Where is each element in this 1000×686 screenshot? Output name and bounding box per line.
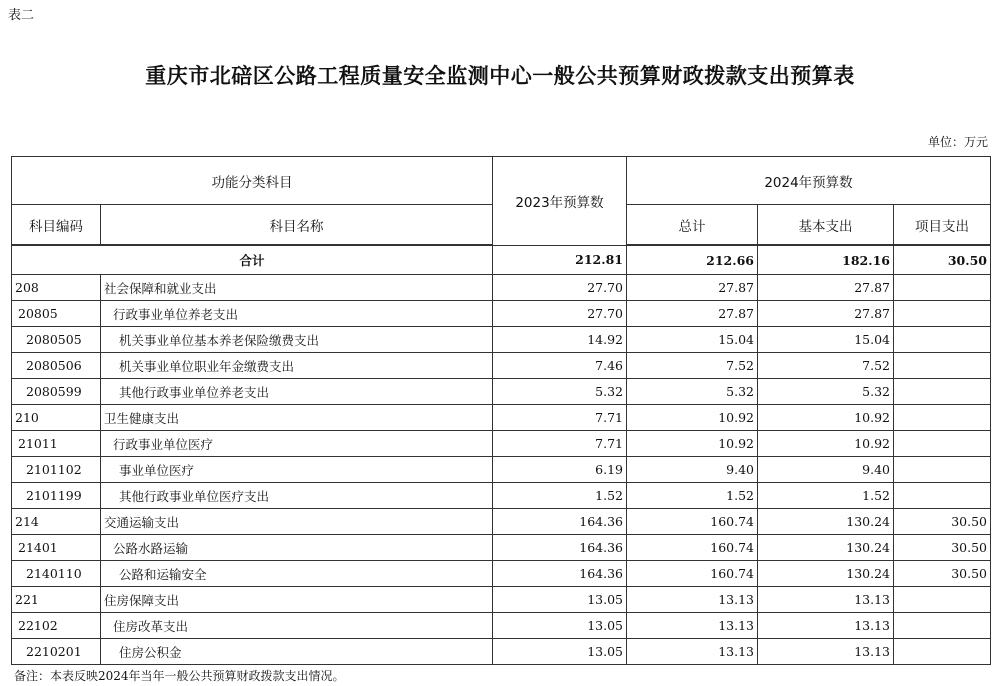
cell-basic: 15.04	[758, 327, 894, 353]
summary-label: 合计	[12, 245, 493, 275]
cell-total: 1.52	[627, 483, 758, 509]
cell-project	[894, 353, 991, 379]
cell-project	[894, 405, 991, 431]
table-row	[12, 405, 991, 431]
cell-name: 行政事业单位医疗	[101, 431, 493, 457]
cell-total: 9.40	[627, 457, 758, 483]
table-row	[12, 275, 991, 301]
budget-table	[11, 156, 991, 665]
table-row	[12, 327, 991, 353]
cell-2023: 7.71	[493, 431, 627, 457]
unit-label: 单位：万元	[927, 135, 988, 149]
name-header: 科目名称	[101, 205, 493, 246]
cell-2023: 13.05	[493, 587, 627, 613]
cell-code: 22102	[12, 613, 101, 639]
footnote: 备注：本表反映2024年当年一般公共预算财政拨款支出情况。	[14, 669, 345, 683]
table-row	[12, 535, 991, 561]
cell-code: 221	[12, 587, 101, 613]
cell-code: 210	[12, 405, 101, 431]
cell-total: 13.13	[627, 587, 758, 613]
cell-code: 21401	[12, 535, 101, 561]
summary-total: 212.66	[627, 245, 758, 275]
cell-basic: 130.24	[758, 561, 894, 587]
table-row	[12, 639, 991, 665]
cell-basic: 27.87	[758, 301, 894, 327]
func-class-header: 功能分类科目	[12, 157, 493, 205]
cell-name: 事业单位医疗	[101, 457, 493, 483]
cell-basic: 9.40	[758, 457, 894, 483]
cell-name: 其他行政事业单位医疗支出	[101, 483, 493, 509]
cell-name: 社会保障和就业支出	[101, 275, 493, 301]
cell-2023: 1.52	[493, 483, 627, 509]
cell-project	[894, 327, 991, 353]
budget-2023-header: 2023年预算数	[493, 157, 627, 246]
cell-project	[894, 275, 991, 301]
cell-name: 其他行政事业单位养老支出	[101, 379, 493, 405]
cell-2023: 164.36	[493, 561, 627, 587]
cell-code: 2080506	[12, 353, 101, 379]
cell-basic: 13.13	[758, 587, 894, 613]
cell-2023: 7.46	[493, 353, 627, 379]
cell-name: 住房保障支出	[101, 587, 493, 613]
cell-name: 行政事业单位养老支出	[101, 301, 493, 327]
table-row	[12, 353, 991, 379]
table-row	[12, 561, 991, 587]
page-title: 重庆市北碚区公路工程质量安全监测中心一般公共预算财政拨款支出预算表	[145, 64, 855, 88]
cell-basic: 7.52	[758, 353, 894, 379]
table-row	[12, 379, 991, 405]
cell-project: 30.50	[894, 509, 991, 535]
cell-code: 214	[12, 509, 101, 535]
table-row	[12, 431, 991, 457]
cell-project	[894, 613, 991, 639]
cell-2023: 13.05	[493, 613, 627, 639]
cell-total: 10.92	[627, 431, 758, 457]
cell-total: 7.52	[627, 353, 758, 379]
cell-total: 13.13	[627, 639, 758, 665]
cell-project	[894, 379, 991, 405]
project-header: 项目支出	[894, 205, 991, 246]
summary-basic: 182.16	[758, 245, 894, 275]
cell-code: 2210201	[12, 639, 101, 665]
cell-code: 20805	[12, 301, 101, 327]
cell-basic: 130.24	[758, 535, 894, 561]
cell-basic: 27.87	[758, 275, 894, 301]
table-row	[12, 613, 991, 639]
cell-total: 15.04	[627, 327, 758, 353]
total-header: 总计	[627, 205, 758, 246]
cell-project	[894, 587, 991, 613]
summary-row	[12, 245, 991, 275]
cell-total: 27.87	[627, 301, 758, 327]
table-row	[12, 483, 991, 509]
cell-name: 机关事业单位职业年金缴费支出	[101, 353, 493, 379]
cell-name: 住房公积金	[101, 639, 493, 665]
cell-total: 160.74	[627, 509, 758, 535]
summary-2023: 212.81	[493, 245, 627, 275]
cell-basic: 5.32	[758, 379, 894, 405]
cell-name: 住房改革支出	[101, 613, 493, 639]
cell-name: 机关事业单位基本养老保险缴费支出	[101, 327, 493, 353]
cell-code: 2080599	[12, 379, 101, 405]
cell-basic: 1.52	[758, 483, 894, 509]
cell-code: 2080505	[12, 327, 101, 353]
cell-basic: 13.13	[758, 639, 894, 665]
cell-code: 208	[12, 275, 101, 301]
cell-code: 21011	[12, 431, 101, 457]
table-row	[12, 457, 991, 483]
cell-name: 卫生健康支出	[101, 405, 493, 431]
table-row	[12, 587, 991, 613]
cell-project: 30.50	[894, 535, 991, 561]
cell-2023: 27.70	[493, 301, 627, 327]
cell-2023: 27.70	[493, 275, 627, 301]
cell-2023: 164.36	[493, 535, 627, 561]
cell-name: 公路水路运输	[101, 535, 493, 561]
cell-total: 10.92	[627, 405, 758, 431]
summary-project: 30.50	[894, 245, 991, 275]
code-header: 科目编码	[12, 205, 101, 246]
table-row	[12, 509, 991, 535]
cell-project: 30.50	[894, 561, 991, 587]
cell-total: 13.13	[627, 613, 758, 639]
cell-basic: 10.92	[758, 431, 894, 457]
table-row	[12, 301, 991, 327]
cell-basic: 10.92	[758, 405, 894, 431]
table-body	[12, 245, 991, 665]
cell-total: 160.74	[627, 535, 758, 561]
cell-project	[894, 457, 991, 483]
table-tag: 表二	[8, 8, 35, 23]
cell-project	[894, 301, 991, 327]
cell-code: 2140110	[12, 561, 101, 587]
cell-basic: 13.13	[758, 613, 894, 639]
basic-header: 基本支出	[758, 205, 894, 246]
cell-2023: 13.05	[493, 639, 627, 665]
budget-2024-header: 2024年预算数	[627, 157, 991, 205]
cell-name: 公路和运输安全	[101, 561, 493, 587]
cell-project	[894, 639, 991, 665]
cell-2023: 5.32	[493, 379, 627, 405]
cell-code: 2101102	[12, 457, 101, 483]
cell-code: 2101199	[12, 483, 101, 509]
cell-2023: 14.92	[493, 327, 627, 353]
cell-project	[894, 431, 991, 457]
cell-2023: 7.71	[493, 405, 627, 431]
cell-basic: 130.24	[758, 509, 894, 535]
cell-total: 27.87	[627, 275, 758, 301]
cell-project	[894, 483, 991, 509]
cell-total: 160.74	[627, 561, 758, 587]
cell-name: 交通运输支出	[101, 509, 493, 535]
cell-2023: 6.19	[493, 457, 627, 483]
cell-total: 5.32	[627, 379, 758, 405]
cell-2023: 164.36	[493, 509, 627, 535]
